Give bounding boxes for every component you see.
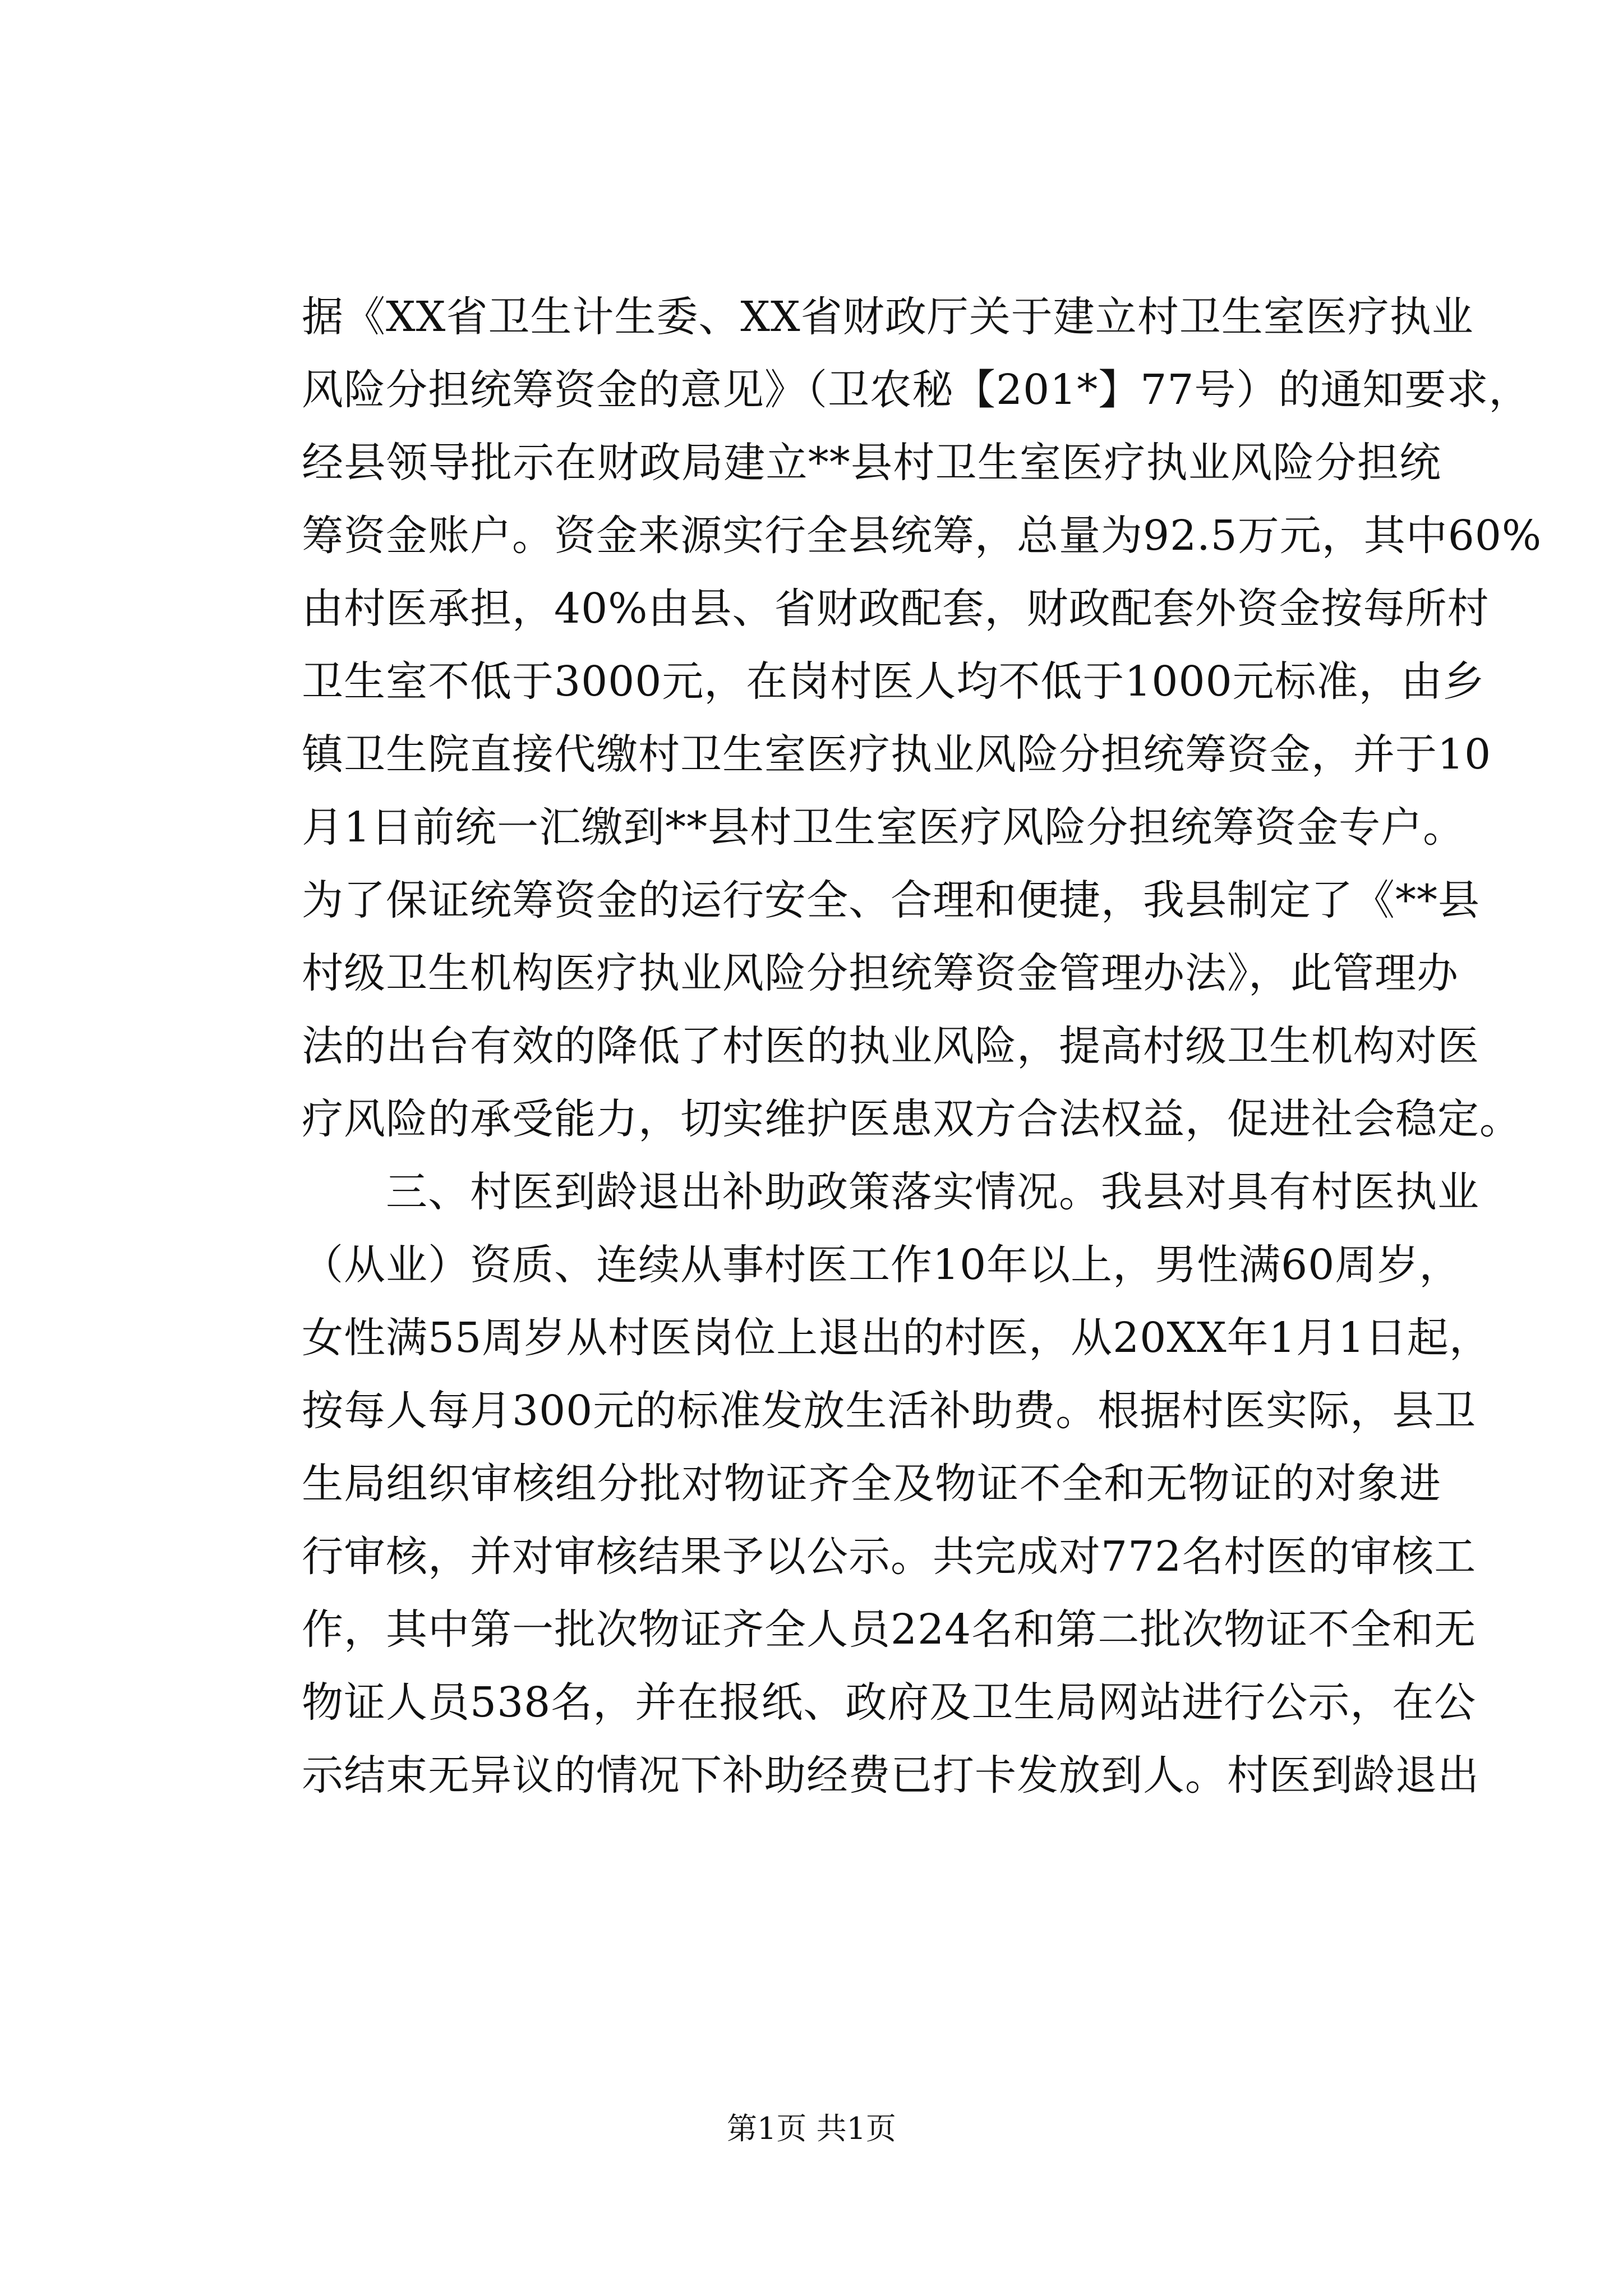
page-number-footer: 第1页 共1页 (727, 2111, 896, 2146)
text-line: （从业）资质、连续从事村医工作10年以上，男性满60周岁， (302, 1241, 1461, 1289)
text-line: 示结束无异议的情况下补助经费已打卡发放到人。村医到龄退出 (302, 1751, 1479, 1800)
text-line: 经县领导批示在财政局建立**县村卫生室医疗执业风险分担统 (302, 439, 1441, 487)
text-line: 疗风险的承受能力，切实维护医患双方合法权益，促进社会稳定。 (302, 1095, 1521, 1143)
text-line: 村级卫生机构医疗执业风险分担统筹资金管理办法》，此管理办 (302, 949, 1459, 997)
text-line: 生局组织审核组分批对物证齐全及物证不全和无物证的对象进 (302, 1460, 1441, 1508)
section-heading-line: 三、村医到龄退出补助政策落实情况。我县对具有村医执业 (386, 1168, 1479, 1216)
text-line: 卫生室不低于3000元，在岗村医人均不低于1000元标准，由乡 (302, 657, 1485, 706)
text-line: 镇卫生院直接代缴村卫生室医疗执业风险分担统筹资金，并于10 (302, 730, 1492, 779)
text-line: 筹资金账户。资金来源实行全县统筹，总量为92.5万元，其中60% (302, 512, 1542, 560)
text-line: 法的出台有效的降低了村医的执业风险，提高村级卫生机构对医 (302, 1022, 1479, 1070)
text-line: 行审核，并对审核结果予以公示。共完成对772名村医的审核工 (302, 1533, 1477, 1581)
document-body (302, 280, 1542, 1812)
text-line: 风险分担统筹资金的意见》（卫农秘【201*】77号）的通知要求， (302, 366, 1531, 414)
text-line: 按每人每月300元的标准发放生活补助费。根据村医实际，县卫 (302, 1387, 1477, 1435)
text-line: 据《XX省卫生计生委、XX省财政厅关于建立村卫生室医疗执业 (302, 293, 1474, 341)
text-line: 女性满55周岁从村医岗位上退出的村医，从20XX年1月1日起， (302, 1314, 1491, 1362)
text-line: 作，其中第一批次物证齐全人员224名和第二批次物证不全和无 (302, 1605, 1477, 1654)
text-line: 月1日前统一汇缴到**县村卫生室医疗风险分担统筹资金专户。 (302, 803, 1465, 852)
text-line: 由村医承担，40%由县、省财政配套，财政配套外资金按每所村 (302, 585, 1490, 633)
text-line: 物证人员538名，并在报纸、政府及卫生局网站进行公示，在公 (302, 1678, 1477, 1727)
text-line: 为了保证统筹资金的运行安全、合理和便捷，我县制定了《**县 (302, 876, 1480, 924)
